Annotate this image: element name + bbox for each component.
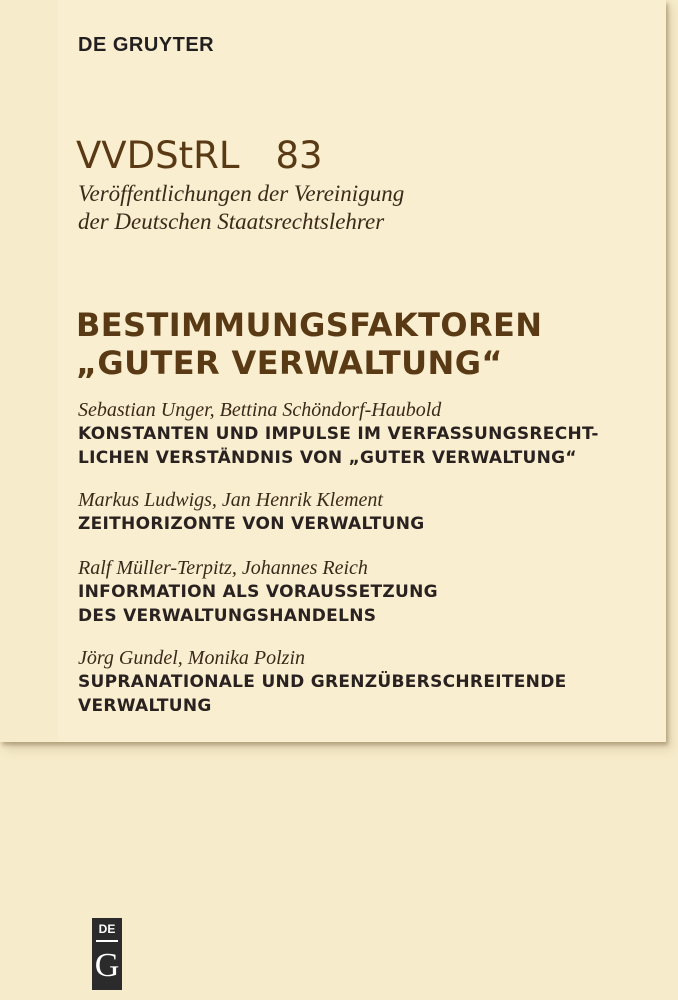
- contribution-title-line: ZEITHORIZONTE VON VERWALTUNG: [78, 514, 425, 534]
- book-title: [76, 306, 542, 382]
- contribution: [78, 556, 438, 628]
- contribution-authors: Sebastian Unger, Bettina Schöndorf-Haubold: [78, 399, 442, 421]
- series-heading: [76, 134, 323, 177]
- logo-g-letter: G: [94, 947, 120, 984]
- contribution: [78, 646, 567, 718]
- series-subtitle-line: der Deutschen Staatsrechtslehrer: [78, 209, 385, 234]
- series-abbrev: VVDStRL: [76, 134, 240, 177]
- publisher-logo: [92, 918, 122, 990]
- contribution-title-line: KONSTANTEN UND IMPULSE IM VERFASSUNGSRECHT-: [78, 424, 599, 444]
- volume-number: 83: [275, 134, 323, 177]
- contribution-title-line: SUPRANATIONALE UND GRENZÜBERSCHREITENDE: [78, 672, 567, 692]
- series-subtitle: [78, 180, 404, 236]
- contribution-title-line: DES VERWALTUNGSHANDELNS: [78, 606, 377, 626]
- book-title-line: „GUTER VERWALTUNG“: [76, 344, 503, 382]
- logo-de-text: DE: [98, 922, 116, 936]
- contribution-authors: Ralf Müller-Terpitz, Johannes Reich: [78, 557, 368, 579]
- contribution-title-line: LICHEN VERSTÄNDNIS VON „GUTER VERWALTUNG“: [78, 448, 577, 468]
- contribution-authors: Markus Ludwigs, Jan Henrik Klement: [78, 489, 383, 511]
- book-title-line: BESTIMMUNGSFAKTOREN: [76, 306, 543, 344]
- logo-divider: [96, 940, 118, 942]
- contribution-title-line: VERWALTUNG: [78, 696, 212, 716]
- contribution-authors: Jörg Gundel, Monika Polzin: [78, 647, 306, 669]
- contribution: [78, 488, 425, 536]
- panel-margin: [0, 0, 58, 742]
- series-subtitle-line: Veröffentlichungen der Vereinigung: [78, 181, 405, 206]
- publisher-name: DE GRUYTER: [78, 34, 215, 56]
- contribution: [78, 398, 599, 470]
- contribution-title-line: INFORMATION ALS VORAUSSETZUNG: [78, 582, 438, 602]
